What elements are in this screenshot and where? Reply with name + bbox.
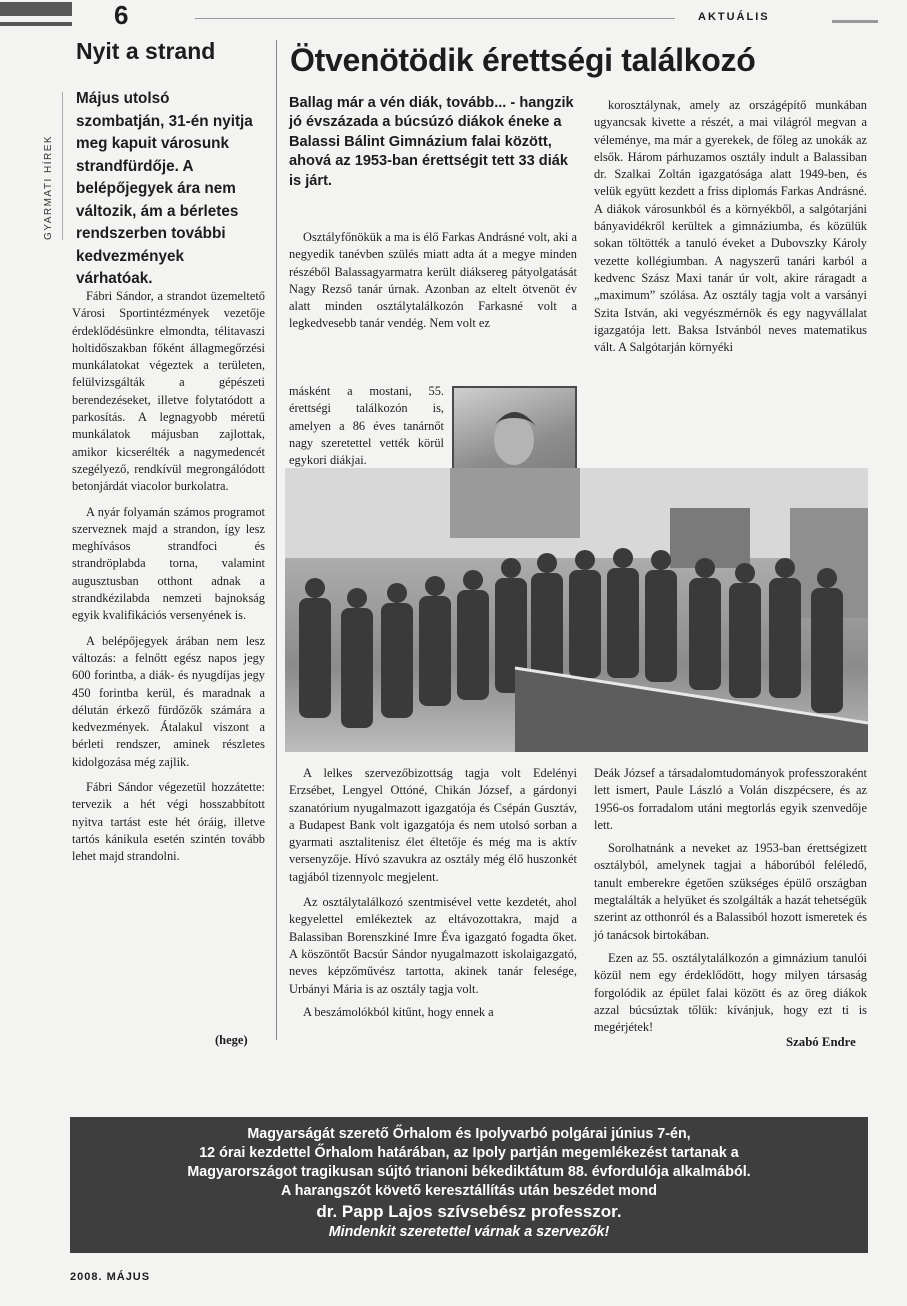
notice-line: Mindenkit szeretettel várnak a szervezők! [328, 1224, 610, 1240]
main-column1-bottom: A lelkes szervezőbizottság tagja volt Edelényi Erzsébet, Lengyel Ottóné, Chikán József, a gárdonyi szanatórium nyugalmazott igazgatója és Csépán Gusztáv, a Budapest Bank volt igazgatója és nem utolsó sorban a gyarmati asztalitenisz élet éltetője és még ma is aktív versenyzője. Hívó szavukra az osztály még élő huszonkét tagjából tizennyolc megjelent. Az osztálytalálkozó szentmisével vette kezdetét, ahol kegyelettel emlékeztek az eltávozottakra, majd a Balassiban Borenszkiné Imre Éva igazgató fogadta őket. A köszöntőt Bacsúr Sándor nyugalmazott iskolaigazgató, neves képzőművész tartotta, akinek tanár felesége, Urbányi Mária is az osztály tagja volt. A beszámolókból kitűnt, hogy ennek a [289, 766, 577, 1019]
section-label: AKTUÁLIS [698, 11, 770, 23]
main-column1-top: Osztályfőnökük a ma is élő Farkas Andrásné volt, aki a negyedik tanévben szülés miatt adta át a megye minden részéből Balassagyarmatra került diáksereg pátyolgatását Nagy Rezső tanár úrnak. Azonban az eltelt ötvenöt év alatt minden osztálytalálkozón Farkasné volt a legkedvesebb tanár vendég. Nem volt ez [289, 230, 577, 331]
main-article-lead: Ballag már a vén diák, tovább... - hangzik jó évszázada a búcsúzó diákok éneke a Balassi Bálint Gimnázium falai között, ahová az 1953-ban érettségit tett 33 diák is járt. [289, 95, 574, 189]
notice-line: Magyarságát szerető Őrhalom és Ipolyvarbó polgárai június 7-én, [247, 1126, 691, 1142]
main-article-signature: Szabó Endre [786, 1035, 856, 1049]
footer-date: 2008. MÁJUS [70, 1271, 151, 1283]
main-column2-bottom: Deák József a társadalomtudományok professzoraként lett ismert, Paule László a Volán diszpécsere, és az 1956-os forradalom utáni megtorlás egyik szenvedője lett. Sorolhatnánk a neveket az 1953-ban érettségizett osztályból, amelynek tagjai a háborúból feléledő, tanult emberekre égetően szükséges épülő országban megtalálták a helyüket és szolgálták a hazát tehetségük szerint az otthonról és a Balassiból hozott ismeretek és jó tanácsok birtokában. Ezen az 55. osztálytalálkozón a gimnázium tanulói közül nem egy érdeklődött, hogy milyen társaság forgolódik az épület falai között és az öreg diákok azzal búcsúztak tőlük: kívánjuk, hogy ezt ti is megérjétek! [594, 766, 867, 1035]
notice-line: A harangszót követő keresztállítás után beszédet mond [280, 1183, 658, 1199]
notice-line: Magyarországot tragikusan sújtó trianoni békediktátum 88. évfordulója alkalmából. [187, 1164, 751, 1180]
page-number: 6 [114, 0, 129, 30]
left-article-signature: (hege) [215, 1033, 248, 1047]
header-bar-left [0, 2, 72, 16]
header-bar-left-thin [0, 22, 72, 26]
left-paragraph: A nyár folyamán számos programot szerveznek majd a strandon, így lesz meghívásos strandfoci és strandröplabda torna, valamint augusztusban otthont adnak a strandkézilabda nemzeti bajnokság egyik kvalifikációs versenyének is. [72, 504, 265, 623]
main-column2-top: korosztálynak, amely az országépítő munkában ugyancsak kivette a részét, a mai világról megvan a véleménye, ma már a gyerekek, de főleg az unokák az elsők. Három párhuzamos osztály indult a Balassiban dr. Szalkai Zoltán igazgatósága alatt 1949-ben, és velük együtt kezdett a friss diplomás Farkas Andrásné. A diákok városunkból és a környékből, a salgótarjáni bányavidékről kerültek a gimnáziumba, és közülük sokan töltötték a tanuló éveket a Dubovszky Károly vezette kollégiumban. A nagyszerű tanári karból a kedvenc Szász Maxi tanár úr volt, akire ráragadt a „maximum” szólása. Az osztály tagja volt a varsányi Szita István, aki vegyészmérnök és egy nagyvállalat igazgatója lett. Baksa Istvánból neves matematikus vált. A Salgótarján környéki [594, 98, 867, 355]
header-rule-right [832, 20, 878, 23]
notice-line: dr. Papp Lajos szívsebész professzor. [316, 1202, 622, 1221]
notice-box [70, 1117, 868, 1253]
sidebar-rule [62, 92, 63, 240]
header-rule-left [195, 18, 675, 19]
left-article-body [72, 288, 265, 866]
column-divider [276, 40, 277, 1040]
sidebar-label: GYARMATI HÍREK [43, 134, 54, 240]
left-paragraph: Fábri Sándor végezetül hozzátette: tervezik a hét végi hosszabbított nyitva tartást este hét óráig, illetve tartós kánikula esetén szintén tovább lehet majd strandolni. [72, 780, 265, 864]
main-column1-wrap: másként a mostani, 55. érettségi találkozón is, amelyen a 86 éves tanárnőt nagy szeretettel vették körül egykori diákjai. [289, 384, 444, 468]
main-article-title: Ötvenötödik érettségi találkozó [290, 42, 756, 78]
left-article-lead: Május utolsó szombatján, 31-én nyitja meg kapuit városunk strandfürdője. A belépőjegyek ára nem változik, ám a bérletes rendszerben további kedvezmények várhatóak. [76, 90, 253, 287]
left-paragraph: Fábri Sándor, a strandot üzemeltető Városi Sportintézmények vezetője érdeklődésünkre elmondta, télitavaszi holtidőszakban főként állagmegőrzési munkálatokat végeztek a területen, felülvizsgálták a gépészeti berendezéseket, illetve folytatódott a parkosítás. A legnagyobb méretű munkálatok májusban zajlottak, amikor kicserélték a nagymedencét szegélyező, rendkívül megrongálódott betonjárdát viacolor burkolatra. [72, 289, 265, 494]
notice-line: 12 órai kezdettel Őrhalom határában, az Ipoly partján megemlékezést tartanak a [199, 1145, 739, 1161]
group-photo-image [285, 468, 868, 752]
left-paragraph: A belépőjegyek árában nem lesz változás: a felnőtt egész napos jegy 600 forintba, a diák- és nyugdíjas jegy 450 forintba kerül, és maradnak a délután érkező fürdőzők számára a kedvezmények. Átalakul viszont a bérleti rendszer, aminek részletes kidolgozása még zajlik. [72, 633, 265, 769]
left-article-title: Nyit a strand [76, 38, 216, 64]
